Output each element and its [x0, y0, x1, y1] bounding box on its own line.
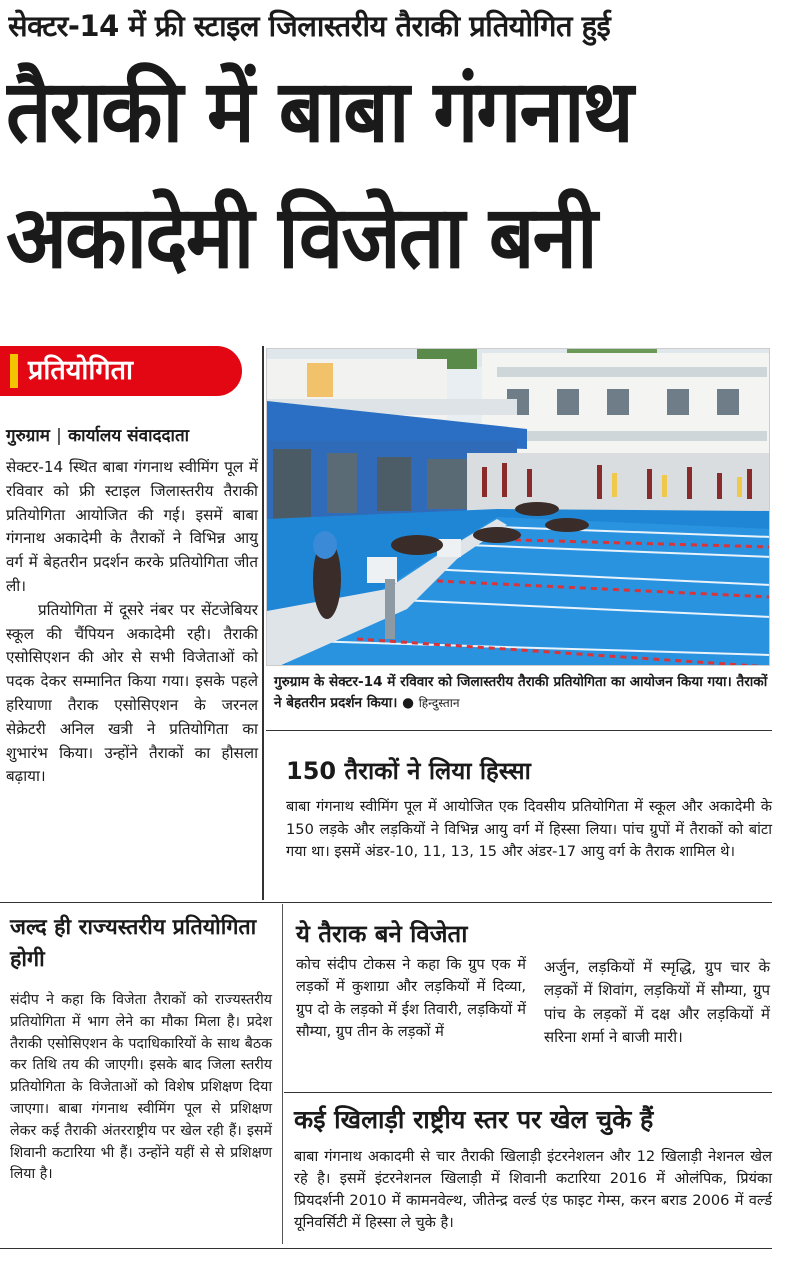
- tag-stripe: [10, 354, 18, 388]
- intro-paragraph: सेक्टर-14 स्थित बाबा गंगनाथ स्वीमिंग पूल में रविवार को फ्री स्टाइल जिलास्तरीय तैराकी प्रतियोगिता आयोजित की गई। इसमें बाबा गंगनाथ अकादेमी के तैराकों ने विभिन्न आयु वर्ग में बेहतरीन प्रदर्शन करके प्रतियोगिता जीत ली।: [6, 458, 258, 595]
- credit-dot-icon: ●: [402, 695, 414, 711]
- headline-line-1: तैराकी में बाबा गंगनाथ: [6, 61, 632, 162]
- state-competition-paragraph: संदीप ने कहा कि विजेता तैराकों को राज्यस्तरीय प्रतियोगिता में भाग लेने का मौका मिला है। प्रदेश तैराकी एसोसिएशन के पदाधिकारियों के साथ बैठक कर तिथि तय की जाएगी। इसके बाद जिला स्तरीय प्रतियोगिता के विजेताओं को विशेष प्रशिक्षण दिया जाएगा। बाबा गंगनाथ स्वीमिंग पूल से प्रशिक्षण लेकर कई तैराकी अंतरराष्ट्रीय पर खेल रही हैं। इसमें शिवानी कटारिया भी हैं। उन्होंने यहीं से से प्रशिक्षण लिया है।: [10, 992, 272, 1183]
- subhead-state-competition: जल्द ही राज्यस्तरीय प्रतियोगिता होगी: [10, 915, 257, 972]
- national-players-paragraph: बाबा गंगनाथ अकादमी से चार तैराकी खिलाड़ी इंटरनेशलन और 12 खिलाड़ी नेशनल खेल रहे है। इसमें इंटरनेशनल खिलाड़ी में शिवानी कटारिया 2016 में ओलंपिक, प्रियंका प्रियदर्शनी 2010 में कामनवेल्थ, जीतेन्द्र वर्ल्ड एंड फाइट गेम्स, करन बराड 2006 में वर्ल्ड यूनिवर्सिटी में हिस्सा ले चुके है।: [294, 1148, 772, 1231]
- intro-column: [6, 456, 258, 789]
- byline-city: गुरुग्राम: [6, 426, 50, 446]
- section-tag: प्रतियोगिता: [28, 355, 133, 386]
- photo-caption-text: गुरुग्राम के सेक्टर-14 में रविवार को जिलास्तरीय तैराकी प्रतियोगिता का आयोजन किया गया। तैराकों ने बेहतरीन प्रदर्शन किया।: [274, 674, 768, 711]
- section-divider: [266, 730, 772, 731]
- byline-author: कार्यालय संवाददाता: [68, 426, 190, 446]
- subhead-national-players: कई खिलाड़ी राष्ट्रीय स्तर पर खेल चुके हैं: [294, 1105, 654, 1134]
- section-divider: [284, 1092, 772, 1093]
- section-divider: [0, 902, 772, 903]
- bottom-rule: [0, 1248, 772, 1249]
- subhead-winners: ये तैराक बने विजेता: [296, 920, 468, 948]
- subhead-participants: 150 तैराकों ने लिया हिस्सा: [286, 757, 531, 785]
- participants-paragraph: बाबा गंगनाथ स्वीमिंग पूल में आयोजित एक दिवसीय प्रतियोगिता में स्कूल और अकादेमी के 150 लड़के और लड़कियों ने विभिन्न आयु वर्ग में हिस्सा लिया। पांच ग्रुपों में तैराकों को बांटा गया था। इसमें अंडर-10, 11, 13, 15 और अंडर-17 आयु वर्ग के तैराक शामिल थे।: [286, 798, 772, 861]
- pool-photo-illustration: [267, 349, 770, 666]
- intro-paragraph-2: प्रतियोगिता में दूसरे नंबर पर सेंटजेबियर स्कूल की चैंपियन अकादेमी रही। तैराकी एसोसिएशन की ओर से सभी विजेताओं को पदक देकर सम्मानित किया गया। इसके पहले हरियाणा तैराक एसोसिएशन के जरनल सेक्रेटरी अनिल खत्री ने प्रतियोगिता का शुभारंभ किया। उन्होंने तैराकों का हौसला बढ़ाया।: [6, 600, 258, 786]
- photo-credit: हिन्दुस्तान: [418, 696, 460, 710]
- winners-paragraph-b: अर्जुन, लड़कियों में स्मृद्धि, ग्रुप चार के लड़कों में शिवांग, लड़कियों में सौम्या, ग्रुप पांच के लड़कों में दक्ष और लड़कियों में सरिना शर्मा ने बाजी मारी।: [544, 958, 770, 1047]
- winners-paragraph-a: कोच संदीप टोकस ने कहा कि ग्रुप एक में लड़कों में कुशाग्रा और लड़कियों में दिव्या, ग्रुप दो के लड़को में ईश तिवारी, लड़कियों में सौम्या, ग्रुप तीन के लड़कों में: [296, 956, 526, 1041]
- swimming-pool-photo: [266, 348, 770, 666]
- byline: [6, 424, 189, 448]
- headline-line-2: अकादेमी विजेता बनी: [6, 187, 596, 288]
- photo-caption: [274, 672, 768, 714]
- byline-separator: |: [55, 426, 63, 446]
- kicker-headline: सेक्टर-14 में फ्री स्टाइल जिलास्तरीय तैराकी प्रतियोगित हुई: [8, 9, 611, 43]
- column-divider: [262, 346, 264, 900]
- column-divider: [282, 904, 283, 1244]
